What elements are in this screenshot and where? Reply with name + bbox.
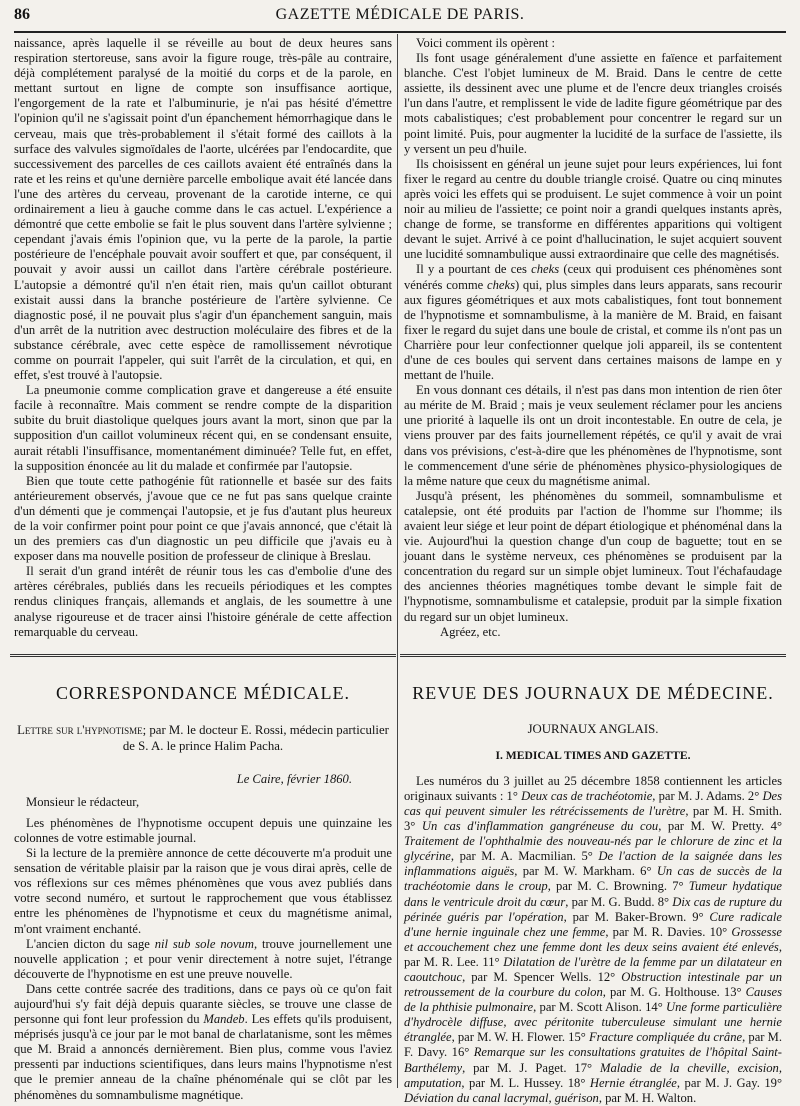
column-divider [397, 34, 398, 1088]
article-author: , par M. R. Davies. [605, 924, 710, 939]
paragraph [404, 262, 782, 383]
article-author: , par M. G. Holthouse. [602, 985, 724, 1000]
text-run: Dans cette contrée sacrée des traditions, dans ce pays où ce qu'on fait aujourd'hui s'y fait déjà depuis quarante siècles, se trouve une classe de personne qui font leur profession du [14, 981, 392, 1027]
paragraph: Il serait d'un grand intérêt de réunir tous les cas d'embolie d'une des artères cérébrales, publiés dans les recueils périodiques et les comptes rendus cliniques français, allemands et anglais, de les soumettre à une analyse rigoureuse et de tracer ainsi l'histoire générale de cette affection remarquable du cerveau. [14, 564, 392, 639]
article-number: 14° [645, 1000, 667, 1015]
italic-phrase: Mandeb [203, 1012, 245, 1027]
article-title: Obstruction intestinale par un retroussement de la courbure du colon [404, 969, 783, 1000]
article-title: Hernie étranglée [589, 1075, 677, 1090]
italic-word: cheks [487, 277, 515, 292]
article-title: Deux cas de trachéotomie [521, 788, 653, 803]
article-number: 16° [451, 1045, 474, 1060]
article-number: Les numéros du 3 juillet au 25 décembre 1858 contiennent les articles originaux suivants : 1° [404, 773, 782, 803]
text-run: (ceux qui produisent ces phénomènes sont vénérés comme [404, 262, 782, 292]
header-rule [14, 31, 786, 33]
article-title: Cure radicale d'une hernie inguinale chez une femme [404, 909, 783, 939]
article-author: , par M. H. Smith. [685, 803, 782, 818]
section-separator [400, 654, 786, 657]
left-column [14, 36, 392, 1102]
article-title: Des cas qui peuvent simuler les rétrécissements de l'urètre [404, 788, 783, 818]
letter-title-author: ; par M. le docteur E. Rossi, médecin particulier de S. A. le prince Halim Pacha. [122, 722, 389, 753]
article-title: Un cas d'inflammation gangréneuse du cou [421, 819, 659, 834]
article-author: , par M. J. Paget. [462, 1060, 575, 1075]
article-title: Traitement de l'ophthalmie des nouveau-nés par le chlorure de zinc et la glycérine [404, 834, 782, 864]
article-number: 7° [672, 879, 689, 894]
article-title: Déviation du canal lacrymal, guérison [404, 1090, 599, 1105]
article-number: 13° [723, 985, 746, 1000]
article-title: Grossesse et accouchement chez une femme dont les deux seins avaient été enlevés [404, 924, 782, 954]
letter-salutation: Monsieur le rédacteur, [26, 794, 140, 809]
text-run: ) qui, plus simples dans leurs apparats, sans recourir aux figures géométriques et aux mots cabalistiques, font tout bonnement de l'hypnotisme et somnambulisme, à la manière de M. Braid, en faisant fixer le regard du sujet dans une boule de cristal, et comme ils n'ont pas un Charrière pour leur confectionner quelque joli appareil, ils se contentent d'une de ces boules qui servent dans certaines maisons de lampe en y mettant de l'huile. [404, 277, 783, 383]
article-number: 18° [567, 1075, 590, 1090]
article-number: 17° [574, 1060, 600, 1075]
article-number: 4° [770, 819, 783, 834]
article-title: Causes de la phthisie pulmonaire [404, 985, 782, 1015]
journal-title: GAZETTE MÉDICALE DE PARIS. [275, 6, 525, 23]
article-number: 3° [404, 819, 422, 834]
text-run: Il y a pourtant de ces [416, 262, 532, 277]
article-number: 2° [747, 788, 763, 803]
section-title-correspondance: CORRESPONDANCE MÉDICALE. [55, 682, 351, 703]
letter-dateline: Le Caire, février 1860. [236, 771, 352, 786]
article-author: , par M. Scott Alison. [533, 1000, 646, 1015]
article-author: , par M. H. Walton. [598, 1090, 697, 1105]
journal-name-heading: I. MEDICAL TIMES AND GAZETTE. [495, 748, 691, 762]
article-number: 12° [597, 969, 622, 984]
paragraph: Les phénomènes de l'hypnotisme occupent depuis une quinzaine les colonnes de votre estimable journal. [14, 815, 392, 845]
article-title: Tumeur hydatique dans le ventricule droit du cœur [404, 879, 782, 909]
article-author: , par M. Spencer Wells. [462, 969, 598, 984]
section-separator [10, 654, 396, 657]
letter-title-subject: Lettre sur l'hypnotisme [17, 722, 143, 737]
paragraph: La pneumonie comme complication grave et dangereuse a été ensuite facile à reconnaître. Mais comment se rendre compte de la disparition subite du bruit diastolique quelques jours avant la mort, sinon que par la supposition d'un caillot volumineux récent qui, en se condensant ensuite, aurait rétabli l'insuffisance, momentanément diminuée? Telle fut, en effet, la supposition énoncée au lit du malade et confirmée par l'autopsie. [14, 383, 392, 473]
paragraph: Jusqu'à présent, les phénomènes du sommeil, somnambulisme et catalepsie, ont été produits par l'action de l'homme sur l'homme; ils avaient leur siége et leur point de départ étiologique et phénoménal dans la vie. Aujourd'hui la question change d'un coup de baguette; tout en se jouant dans le système nerveux, ces phénomènes se produisent par la concentration du regard sur un simple objet lumineux. Tout l'échafaudage des anciennes théories magnétiques tombe devant le simple fait de l'hypnotisme, somnambulisme et catalepsie, produit par la simple fixation du regard sur un objet lumineux. [404, 488, 782, 624]
article-title: De l'action de la saignée dans les inflammations aiguës [404, 849, 782, 879]
article-number: 10° [709, 924, 732, 939]
page-header [14, 4, 786, 30]
article-author: , par M. J. Gay. [676, 1075, 765, 1090]
article-author: , par M. Baker-Brown. [563, 909, 693, 924]
right-column [404, 36, 783, 1105]
article-title: Remarque sur les consultations gratuites de l'hôpital Saint-Barthélemy [404, 1045, 782, 1075]
article-number: 6° [640, 864, 657, 879]
section-title-revue: REVUE DES JOURNAUX DE MÉDECINE. [412, 682, 774, 703]
article-number: 19° [764, 1075, 782, 1090]
article-author: , par M. G. Budd. [565, 894, 658, 909]
article-author: , par M. A. Macmilian. [450, 849, 582, 864]
article-author: , par M. C. Browning. [547, 879, 673, 894]
paragraph: Ils font usage généralement d'une assiette en faïence et parfaitement blanche. C'est l'objet lumineux de M. Braid. Dans le centre de cette assiette, ils dessinent avec une plume et de l'encre deux triangles croisés l'un dans l'autre, et remplissent le vide de ladite figure géométrique par des mots cabalistiques; c'est probablement pour concentrer le regard sur un point limité. Puis, pour augmenter la lucidité de la surface de l'assiette, ils y versent un peu d'huile. [404, 51, 782, 156]
text-run: L'ancien dicton du sage [26, 936, 155, 951]
paragraph: Bien que toute cette pathogénie fût rationnelle et basée sur des faits antérieurement observés, j'avoue que ce ne fut pas sans quelque crainte d'un démenti que je commençai l'autopsie, et je fus d'autant plus heureux de la voir confirmer point pour point ce que j'avais annoncé, que c'était là un des premiers cas d'un diagnostic un peu difficile que j'avais eu à exposer dans ma nouvelle position de professeur de clinique à Breslau. [14, 473, 392, 564]
article-title: Maladie de la cheville, excision, amputation [404, 1060, 783, 1090]
article-title: Un cas de succès de la trachéotomie dans le croup [404, 864, 783, 894]
paragraph: Ils choisissent en général un jeune sujet pour leurs expériences, lui font fixer le regard au centre du double triangle croisé. Quatre ou cinq minutes après voici les effets qui se produisent. Le sujet commence à voir un point noir au milieu de l'assiette; ce point noir a grandi quelques instants après, change de forme, se transforme en différentes apparitions qui voltigent devant le sujet. Arrivé à ce point d'hallucination, le sujet acquiert souvent une lucidité somnambulique aussi extraordinaire que celle des magnétisés. [404, 156, 782, 262]
page-number: 86 [14, 6, 30, 23]
article-number: 5° [581, 849, 599, 864]
article-title: Dix cas de rupture du périnée guéris par l'opération [404, 894, 783, 924]
italic-phrase: nil sub sole novum [154, 936, 254, 951]
letter-signoff: Agréez, etc. [440, 624, 501, 639]
article-author: , par M. W. Markham. [514, 864, 641, 879]
article-title: Une forme particulière d'hydrocèle diffuse, avec péritonite tuberculeuse simulant une hernie étranglée [404, 1000, 783, 1045]
article-title: Fracture compliquée du crâne [588, 1030, 743, 1045]
article-author: , par M. W. H. Flower. [451, 1030, 569, 1045]
article-author: , par M. W. Pretty. [658, 819, 771, 834]
article-number: 15° [568, 1030, 589, 1045]
text-run: , trouve journellement une nouvelle application ; et pour venir directement à notre sujet, l'étrange découverte de l'hypnotisme en est une preuve nouvelle. [14, 936, 392, 981]
paragraph [14, 982, 392, 1103]
letter-title [14, 722, 392, 754]
article-author: , par M. F. Davy. [404, 1030, 783, 1060]
subsection-title: JOURNAUX ANGLAIS. [527, 721, 659, 736]
paragraph: Voici comment ils opèrent : [416, 36, 555, 50]
article-number: 8° [657, 894, 673, 909]
article-author: , par M. R. Lee. [404, 939, 782, 969]
article-list-paragraph [404, 774, 782, 1106]
article-title: Dilatation de l'urètre de la femme par un dilatateur en caoutchouc [404, 954, 783, 984]
paragraph: En vous donnant ces détails, il n'est pas dans mon intention de rien ôter au mérite de M. Braid ; mais je veux seulement réclamer pour les anciens une priorité à laquelle ils ont un droit incontestable. En outre de cela, je viens prouver par des faits journellement répétés, ce qu'il y avait de vrai dans vos prévisions, c'est-à-dire que les phénomènes de l'hypnotisme, sont le commencement d'une série de phénomènes physico-physiologiques de la même nature que ceux du magnétisme animal. [404, 383, 782, 488]
article-number: 11° [482, 954, 504, 969]
article-number: 9° [692, 909, 710, 924]
paragraph: Si la lecture de la première annonce de cette découverte m'a produit une sensation de véritable plaisir par la raison que je vous dirai après, celle de vos réflexions sur ces mêmes phénomènes que vous avez publiés dans votre second numéro, et surtout le rapprochement que vous établissez entre les phénomènes de l'hypnotisme et ceux du magnétisme animal, m'ont vraiment enchanté. [14, 846, 392, 936]
article-author: , par M. J. Adams. [652, 788, 748, 803]
paragraph [14, 937, 392, 982]
italic-word: cheks [531, 262, 560, 277]
article-author: , par M. L. Hussey. [461, 1075, 568, 1090]
text-run: . Les effets qu'ils produisent, méprisés jusqu'à ce jour par le mot banal de charlatanisme, sont les mêmes que M. Braid a annoncés dernièrement. Bien plus, comme vous l'aviez pressenti par inductions scientifiques, dans leurs mains l'hypnotisme n'est que le premier anneau de la chaîne phénoménale qui se clôt par les phénomènes du somnambulisme magnétique. [14, 1012, 392, 1102]
paragraph: naissance, après laquelle il se réveille au bout de deux heures sans respiration stertoreuse, sans avoir la figure rouge, très-pâle au contraire, déjà complétement paralysé de la moitié du corps et de la parole, en mettant surtout en ligne de compte son insuffisance aortique, l'engorgement de la rate et l'albuminurie, je n'ai pas hésité d'émettre l'opinion qu'il ne s'agissait point d'un épanchement hémorrhagique dans le cerveau, mais que très-probablement il s'était formé des caillots à la surface des valvules sigmoïdales de l'aorte, ulcérées par l'endocardite, que successivement des parcelles de ces caillots avaient été entraînés dans la rate et les reins et qu'une dernière parcelle embolique avait été lancée dans l'une des artères du cerveau, provenant de la carotide interne, ce qui ordinairement a lieu à gauche comme dans le cas actuel. L'expérience a démontré que cette embolie se fait le plus souvent dans l'artère sylvienne ; cependant j'avais émis l'opinion que, vu la perte de la parole, la partie postérieure de l'encéphale pouvait avoir souffert et que, par conséquent, il pouvait y avoir aussi un caillot dans l'artère cérébrale postérieure. L'autopsie a démontré qu'il n'en était rien, mais qu'un caillot obturant existait aussi dans la branche postérieure de l'artère sylvienne. Ce diagnostic posé, il ne pouvait plus s'agir d'un épanchement sanguin, mais d'un arrêt de la nutrition avec destruction moléculaire des fibres et de la substance cérébrale, avec cette espèce de ramollissement névrotique comme on pourrait l'appeler, qui suit l'arrêt de la circulation, et qui, en effet, s'est trouvé à l'autopsie. [14, 36, 392, 383]
